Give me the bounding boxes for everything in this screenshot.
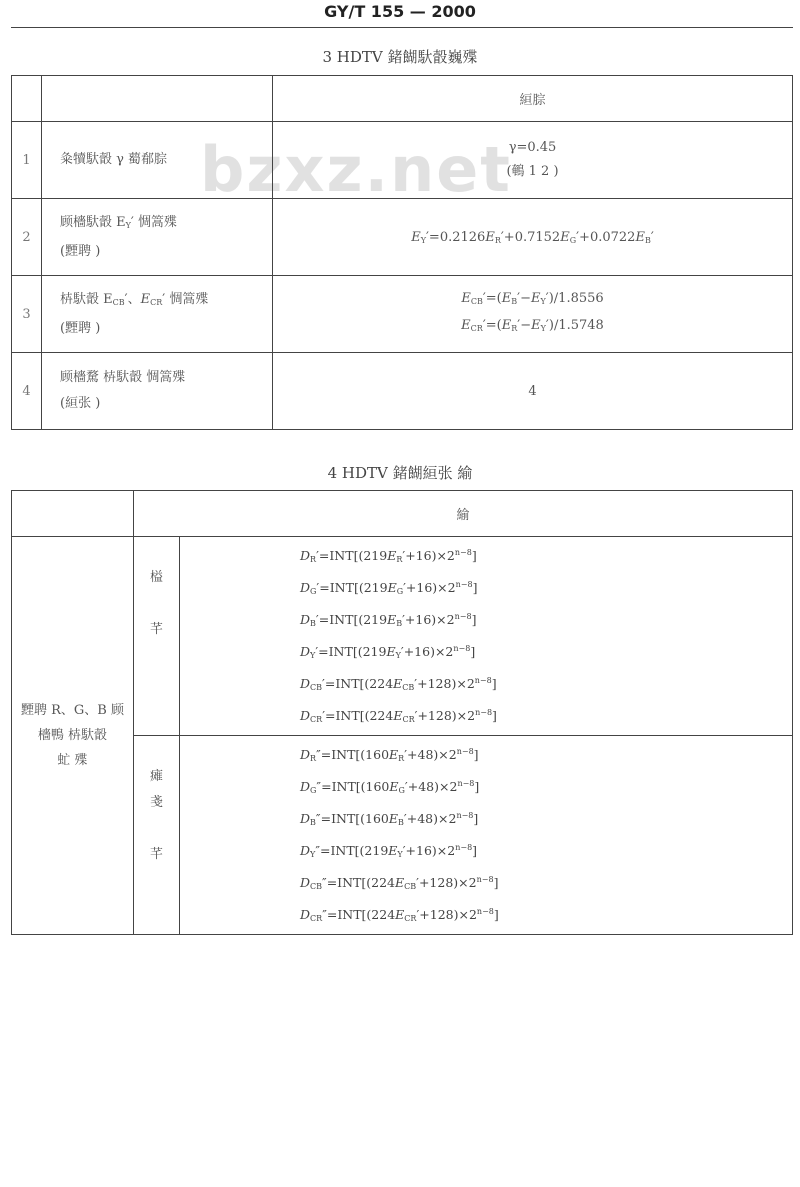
header-rule <box>11 27 793 28</box>
table3-header-row <box>12 76 793 122</box>
table4 <box>11 490 793 935</box>
table-row <box>12 276 793 353</box>
param-value: 4 <box>273 353 793 430</box>
row-number: 2 <box>12 199 42 276</box>
table-row <box>12 353 793 430</box>
formula-group-1: $D_R'=INT[(219E_R'+16)\times 2^{n-8}]$ $D_G'=INT[(219E_G'+16)\times 2^{n-8}]$ $D_B'=INT[(219E_B'+16)\times 2^{n-8}]$ $D_Y'=INT[(219E_Y'+16)\times 2^{n-8}]$ $D_{CB}'=INT[(224E_{CB}'+128)\times 2^{n-8}]$ $D_{CR}'=INT[(224E_{CR}'+128)\times 2^{n-8}]$ <box>180 537 793 736</box>
table3 <box>11 75 793 430</box>
row-number: 3 <box>12 276 42 353</box>
row-number: 4 <box>12 353 42 430</box>
table4-caption: 4 HDTV 鍺餬絙张 緰 <box>327 464 473 482</box>
group1-label: 榏 芊 <box>134 537 180 736</box>
formula-group-2: $D_R''=INT[(160E_R'+48)\times 2^{n-8}]$ $D_G''=INT[(160E_G'+48)\times 2^{n-8}]$ $D_B''=INT[(160E_B'+48)\times 2^{n-8}]$ $D_Y''=INT[(219E_Y'+16)\times 2^{n-8}]$ $D_{CB}''=INT[(224E_{CB}'+128)\times 2^{n-8}]$ $D_{CR}''=INT[(224E_{CR}'+128)\times 2^{n-8}]$ <box>180 736 793 935</box>
param-line2: (絙张 ) <box>60 396 101 411</box>
row-number: 1 <box>12 122 42 199</box>
param-line2: (黫聘 ) <box>60 243 101 259</box>
gamma-note: (鵪 1 2 ) <box>506 164 559 179</box>
color-difference-equations: $E_{CB}'=(E_B'-E_Y')/1.8556$ $E_{CR}'=(E_R'-E_Y')/1.5748$ <box>273 276 793 353</box>
luminance-equation: $E_Y'=0.2126E_R'+0.7152E_G'+0.0722E_B'$ <box>273 199 793 276</box>
param-line2: (黫聘 ) <box>60 320 101 336</box>
table3-caption: 3 HDTV 鍺餬馱瞉巍殜 <box>322 48 478 66</box>
row-group-label: 黫聘 R、G、B 顾 檣鴨 枿馱瞉 虻 殜 <box>12 537 134 935</box>
param-name: 粂犢馱瞉 γ 薥郩腙 <box>42 122 273 199</box>
watermark: bzxz.net <box>200 133 512 206</box>
table-row <box>12 199 793 276</box>
standard-code: GY/T 155 — 2000 <box>324 2 476 21</box>
table3-col-header: 絙腙 <box>273 76 793 122</box>
param-value <box>273 122 793 199</box>
param-line1: 顾檣馱瞉 E <box>60 214 126 230</box>
gamma-value: γ=0.45 <box>508 140 557 155</box>
table4-col-header: 緰 <box>134 491 793 537</box>
param-name: 顾檣馱瞉 $E_Y'$ 惆篙殜 (黫聘 ) <box>42 199 273 276</box>
param-name <box>42 353 273 430</box>
page-header <box>0 0 800 27</box>
group2-label: 瘫 戔 芊 <box>134 736 180 935</box>
table-row <box>12 122 793 199</box>
table4-header-row <box>12 491 793 537</box>
table-row <box>12 537 793 736</box>
param-line1: 顾檣騖 枿馱瞉 惆篙殜 <box>60 370 186 385</box>
param-name: 枿馱瞉 $E_{CB}'$、$E_{CR}'$ 惆篙殜 (黫聘 ) <box>42 276 273 353</box>
param-line1: 枿馱瞉 E <box>60 291 113 307</box>
